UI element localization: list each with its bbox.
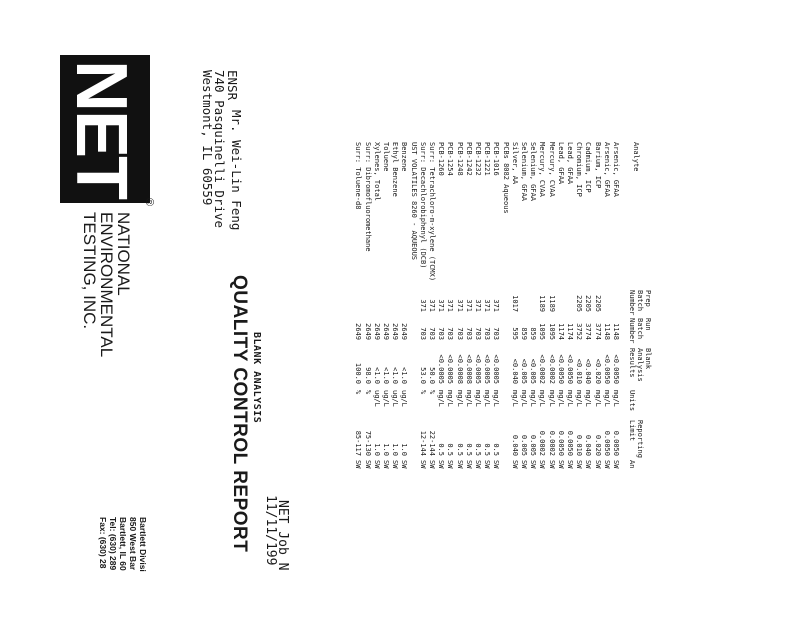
cell-run-batch: 3752 xyxy=(575,323,584,340)
table-row xyxy=(501,0,510,618)
cell-units: mg/L xyxy=(520,390,528,407)
cell-run-batch: 1174 xyxy=(566,323,574,340)
cell-reporting-limit: 1.0 xyxy=(400,443,409,456)
cell-method: SW xyxy=(529,460,538,469)
cell-blank-result: <0.0008 xyxy=(464,354,473,384)
report-date: 11/11/199 xyxy=(263,495,278,566)
table-row xyxy=(537,0,546,618)
cell-reporting-limit: 0.0002 xyxy=(538,430,547,456)
cell-units: mg/L xyxy=(529,390,538,407)
cell-analyte: UST VOLATILES 8260 - AQUEOUS xyxy=(409,142,418,261)
cell-prep-batch: 1189 xyxy=(547,295,556,312)
cell-run-batch: 703 xyxy=(418,327,427,340)
division-line: Bartlett, IL 60 xyxy=(118,517,128,571)
cell-analyte: PCB-1221 xyxy=(483,142,492,176)
table-row xyxy=(611,0,620,618)
cell-reporting-limit: 0.5 xyxy=(483,443,492,456)
cell-blank-result: 50.0 xyxy=(428,367,436,384)
cell-analyte: Barium, ICP xyxy=(593,142,602,189)
cell-analyte: PCB-1232 xyxy=(474,142,482,176)
table-row xyxy=(583,0,592,618)
cell-reporting-limit: 0.5 xyxy=(446,443,455,456)
header-analyte: Analyte xyxy=(632,142,640,172)
cell-analyte: PCB-1248 xyxy=(455,142,464,176)
cell-run-batch: 2649 xyxy=(372,323,381,340)
cell-analyte: Surr: Dibromofluoromethane xyxy=(363,142,372,252)
cell-prep-batch: 2205 xyxy=(584,295,593,312)
table-row xyxy=(473,0,482,618)
cell-reporting-limit: 22-144 xyxy=(428,430,436,456)
cell-reporting-limit: 0.010 xyxy=(575,434,584,456)
cell-units: mg/L xyxy=(602,390,611,407)
cell-run-batch: 1148 xyxy=(612,323,620,340)
cell-prep-batch: 371 xyxy=(446,299,455,312)
cell-units: ug/L xyxy=(382,390,390,407)
cell-reporting-limit: 0.5 xyxy=(464,443,473,456)
cell-run-batch: 2649 xyxy=(363,323,372,340)
cell-run-batch: 1095 xyxy=(547,323,556,340)
cell-prep-batch: 2205 xyxy=(593,295,602,312)
cell-method: SW xyxy=(363,460,372,469)
table-row xyxy=(409,0,418,618)
cell-method: SW xyxy=(575,460,584,469)
cell-units: % xyxy=(363,390,372,395)
cell-units: % xyxy=(418,390,427,395)
cell-method: SW xyxy=(520,460,528,469)
cell-analyte: PCB-1260 xyxy=(437,142,446,176)
table-row xyxy=(491,0,500,618)
cell-units: mg/L xyxy=(464,390,473,407)
cell-analyte: Surr: Decachlorobiphenyl (DCB) xyxy=(418,142,427,269)
cell-prep-batch: 2205 xyxy=(575,295,584,312)
cell-run-batch: 2649 xyxy=(382,323,390,340)
cell-reporting-limit: 0.0050 xyxy=(566,430,574,456)
cell-analyte: Surr: Toluene-d8 xyxy=(354,142,363,210)
cell-run-batch: 859 xyxy=(520,327,528,340)
cell-method: SW xyxy=(612,460,620,469)
cell-prep-batch: 371 xyxy=(418,299,427,312)
cell-analyte: Surr: Tetrachloro-m-xylene (TCMX) xyxy=(428,142,436,282)
cell-blank-result: <1.0 xyxy=(391,367,400,384)
cell-units: mg/L xyxy=(538,390,547,407)
cell-units: mg/L xyxy=(584,390,593,407)
header-run-line: Batch xyxy=(636,318,644,340)
address-line: ENSR xyxy=(225,70,240,101)
report-subtitle: BLANK ANALYSIS xyxy=(251,332,262,424)
cell-method: SW xyxy=(556,460,565,469)
table-row xyxy=(519,0,528,618)
cell-prep-batch: 1017 xyxy=(510,295,519,312)
cell-blank-result: <0.0005 xyxy=(483,354,492,384)
cell-units: mg/L xyxy=(510,390,519,407)
cell-units: mg/L xyxy=(612,390,620,407)
cell-blank-result: <0.0050 xyxy=(602,354,611,384)
cell-blank-result: <0.0005 xyxy=(437,354,446,384)
cell-blank-result: <0.0002 xyxy=(547,354,556,384)
cell-analyte: Lead, GFAA xyxy=(566,142,574,185)
cell-method: SW xyxy=(593,460,602,469)
header-result-line: Results xyxy=(628,348,636,378)
cell-units: % xyxy=(428,390,436,395)
cell-method: SW xyxy=(437,460,446,469)
header-prep-line: Prep xyxy=(644,290,652,307)
cell-run-batch: 1174 xyxy=(556,323,565,340)
cell-units: ug/L xyxy=(400,390,409,407)
job-number-label: NET Job N xyxy=(275,500,290,571)
header-run-line: Run xyxy=(644,318,652,331)
cell-blank-result: <0.040 xyxy=(510,358,519,384)
table-row xyxy=(455,0,464,618)
cell-reporting-limit: 0.5 xyxy=(437,443,446,456)
cell-blank-result: 53.0 xyxy=(418,367,427,384)
cell-prep-batch: 371 xyxy=(437,299,446,312)
cell-run-batch: 703 xyxy=(455,327,464,340)
table-row xyxy=(363,0,372,618)
cell-method: SW xyxy=(391,460,400,469)
header-limit xyxy=(628,420,644,458)
table-row xyxy=(427,0,436,618)
cell-analyte: PCB-1254 xyxy=(446,142,455,176)
cell-analyte: Selenium, GFAA xyxy=(529,142,538,202)
cell-analyte: Toluene xyxy=(382,142,390,172)
cell-analyte: Arsenic, GFAA xyxy=(602,142,611,197)
cell-reporting-limit: 0.5 xyxy=(455,443,464,456)
cell-blank-result: 100.0 xyxy=(354,362,363,384)
cell-run-batch: 703 xyxy=(483,327,492,340)
cell-method: SW xyxy=(474,460,482,469)
cell-run-batch: 1148 xyxy=(602,323,611,340)
header-method: An xyxy=(628,460,636,469)
cell-reporting-limit: 0.005 xyxy=(520,434,528,456)
cell-analyte: Chromium, ICP xyxy=(575,142,584,197)
cell-run-batch: 703 xyxy=(492,327,501,340)
cell-blank-result: <1.0 xyxy=(400,367,409,384)
cell-reporting-limit: 12-144 xyxy=(418,430,427,456)
cell-method: SW xyxy=(538,460,547,469)
cell-method: SW xyxy=(547,460,556,469)
cell-method: SW xyxy=(418,460,427,469)
cell-units: mg/L xyxy=(483,390,492,407)
cell-method: SW xyxy=(354,460,363,469)
header-result-line: Blank xyxy=(644,348,652,370)
header-limit-line: Limit xyxy=(628,420,636,442)
cell-prep-batch: 1189 xyxy=(538,295,547,312)
cell-reporting-limit: 0.0050 xyxy=(556,430,565,456)
header-limit-line: Reporting xyxy=(636,420,644,458)
cell-reporting-limit: 0.040 xyxy=(510,434,519,456)
cell-method: SW xyxy=(446,460,455,469)
logo-text: NET xyxy=(61,60,141,198)
cell-units: mg/L xyxy=(437,390,446,407)
cell-reporting-limit: 85-117 xyxy=(354,430,363,456)
header-prep-line: Number xyxy=(628,290,636,316)
table-row xyxy=(593,0,602,618)
cell-run-batch: 703 xyxy=(474,327,482,340)
cell-reporting-limit: 0.0050 xyxy=(612,430,620,456)
cell-blank-result: <1.0 xyxy=(382,367,390,384)
cell-blank-result: 98.0 xyxy=(363,367,372,384)
cell-analyte: Ethyl Benzene xyxy=(391,142,400,197)
cell-prep-batch: 371 xyxy=(455,299,464,312)
header-prep xyxy=(628,290,652,315)
cell-method: SW xyxy=(400,460,409,469)
header-units: Units xyxy=(628,390,636,412)
division-line: Tel: (630) 289 xyxy=(108,517,118,571)
registered-mark: ® xyxy=(143,198,155,207)
cell-run-batch: 2649 xyxy=(400,323,409,340)
table-row xyxy=(528,0,537,618)
table-row xyxy=(565,0,574,618)
cell-blank-result: <0.020 xyxy=(593,358,602,384)
report-title: QUALITY CONTROL REPORT xyxy=(229,275,250,553)
cell-run-batch: 703 xyxy=(446,327,455,340)
cell-reporting-limit: 0.5 xyxy=(474,443,482,456)
cell-run-batch: 2649 xyxy=(354,323,363,340)
cell-method: SW xyxy=(584,460,593,469)
table-row xyxy=(390,0,399,618)
address-line: Westmont, IL 60559 xyxy=(200,70,215,206)
cell-analyte: Benzene xyxy=(400,142,409,172)
cell-run-batch: 859 xyxy=(529,327,538,340)
cell-reporting-limit: 1.0 xyxy=(382,443,390,456)
cell-run-batch: 703 xyxy=(464,327,473,340)
cell-reporting-limit: 0.040 xyxy=(584,434,593,456)
division-line: Bartlett Divisi xyxy=(138,517,148,572)
cell-units: mg/L xyxy=(556,390,565,407)
cell-units: ug/L xyxy=(372,390,381,407)
cell-method: SW xyxy=(428,460,436,469)
cell-reporting-limit: 0.005 xyxy=(529,434,538,456)
cell-prep-batch: 371 xyxy=(428,299,436,312)
header-run-line: Number xyxy=(628,318,636,344)
cell-run-batch: 3774 xyxy=(584,323,593,340)
cell-blank-result: <1.0 xyxy=(372,367,381,384)
cell-method: SW xyxy=(510,460,519,469)
cell-reporting-limit: 75-130 xyxy=(363,430,372,456)
company-name-line: NATIONAL xyxy=(114,212,133,296)
cell-prep-batch: 371 xyxy=(464,299,473,312)
cell-units: ug/L xyxy=(391,390,400,407)
cell-units: mg/L xyxy=(455,390,464,407)
cell-blank-result: <0.0005 xyxy=(446,354,455,384)
cell-run-batch: 2649 xyxy=(391,323,400,340)
cell-blank-result: <0.005 xyxy=(529,358,538,384)
cell-method: SW xyxy=(483,460,492,469)
cell-reporting-limit: 0.5 xyxy=(492,443,501,456)
table-row xyxy=(418,0,427,618)
table-row xyxy=(381,0,390,618)
cell-reporting-limit: 0.0002 xyxy=(547,430,556,456)
cell-method: SW xyxy=(455,460,464,469)
table-row xyxy=(547,0,556,618)
cell-method: SW xyxy=(492,460,501,469)
cell-blank-result: <0.0050 xyxy=(556,354,565,384)
cell-blank-result: <0.0002 xyxy=(538,354,547,384)
company-name-line: TESTING, INC. xyxy=(80,212,99,330)
cell-prep-batch: 371 xyxy=(483,299,492,312)
header-result-line: Analysis xyxy=(636,348,644,382)
cell-analyte: PCB-1016 xyxy=(492,142,501,176)
cell-analyte: Lead, GFAA xyxy=(556,142,565,185)
client-attention: Mr. Wei-Lin Feng xyxy=(229,110,244,231)
cell-blank-result: <0.0005 xyxy=(474,354,482,384)
table-row xyxy=(556,0,565,618)
header-run xyxy=(628,318,652,343)
cell-units: mg/L xyxy=(566,390,574,407)
table-row xyxy=(399,0,408,618)
cell-blank-result: <0.0050 xyxy=(566,354,574,384)
cell-reporting-limit: 0.020 xyxy=(593,434,602,456)
company-name-line: ENVIRONMENTAL xyxy=(97,212,116,358)
division-line: 850 West Bar xyxy=(128,517,138,571)
cell-analyte: Mercury, CVAA xyxy=(538,142,547,197)
cell-run-batch: 3774 xyxy=(593,323,602,340)
division-line: Fax: (630) 28 xyxy=(98,517,108,569)
cell-reporting-limit: 0.0050 xyxy=(602,430,611,456)
cell-analyte: Xylenes, Total xyxy=(372,142,381,202)
cell-blank-result: <0.0008 xyxy=(455,354,464,384)
cell-analyte: PCBs 8082 Aqueous xyxy=(501,142,510,214)
cell-blank-result: <0.010 xyxy=(575,358,584,384)
cell-blank-result: <0.0050 xyxy=(612,354,620,384)
cell-analyte: Selenium, GFAA xyxy=(520,142,528,202)
header-result xyxy=(628,348,652,382)
cell-run-batch: 703 xyxy=(437,327,446,340)
cell-prep-batch: 371 xyxy=(492,299,501,312)
table-row xyxy=(353,0,362,618)
cell-analyte: Arsenic, GFAA xyxy=(612,142,620,197)
cell-method: SW xyxy=(464,460,473,469)
table-row xyxy=(445,0,454,618)
cell-units: mg/L xyxy=(446,390,455,407)
cell-run-batch: 703 xyxy=(428,327,436,340)
cell-reporting-limit: 1.0 xyxy=(372,443,381,456)
cell-analyte: Mercury, CVAA xyxy=(547,142,556,197)
header-prep-line: Batch xyxy=(636,290,644,312)
cell-units: % xyxy=(354,390,363,395)
cell-units: mg/L xyxy=(547,390,556,407)
cell-method: SW xyxy=(602,460,611,469)
table-row xyxy=(372,0,381,618)
address-line: 740 Pasquinelli Drive xyxy=(212,70,228,229)
cell-method: SW xyxy=(566,460,574,469)
cell-reporting-limit: 1.0 xyxy=(391,443,400,456)
cell-analyte: Cadmium, ICP xyxy=(584,142,593,193)
table-row xyxy=(482,0,491,618)
table-row xyxy=(510,0,519,618)
cell-analyte: PCB-1242 xyxy=(464,142,473,176)
cell-prep-batch: 371 xyxy=(474,299,482,312)
table-row xyxy=(574,0,583,618)
cell-units: mg/L xyxy=(575,390,584,407)
table-row xyxy=(464,0,473,618)
cell-blank-result: <0.0005 xyxy=(492,354,501,384)
cell-units: mg/L xyxy=(593,390,602,407)
cell-run-batch: 1095 xyxy=(538,323,547,340)
cell-units: mg/L xyxy=(474,390,482,407)
cell-run-batch: 595 xyxy=(510,327,519,340)
table-row xyxy=(602,0,611,618)
table-row xyxy=(436,0,445,618)
cell-method: SW xyxy=(372,460,381,469)
cell-method: SW xyxy=(382,460,390,469)
cell-analyte: Silver, AA xyxy=(510,142,519,185)
cell-blank-result: <0.040 xyxy=(584,358,593,384)
cell-units: mg/L xyxy=(492,390,501,407)
cell-blank-result: <0.005 xyxy=(520,358,528,384)
